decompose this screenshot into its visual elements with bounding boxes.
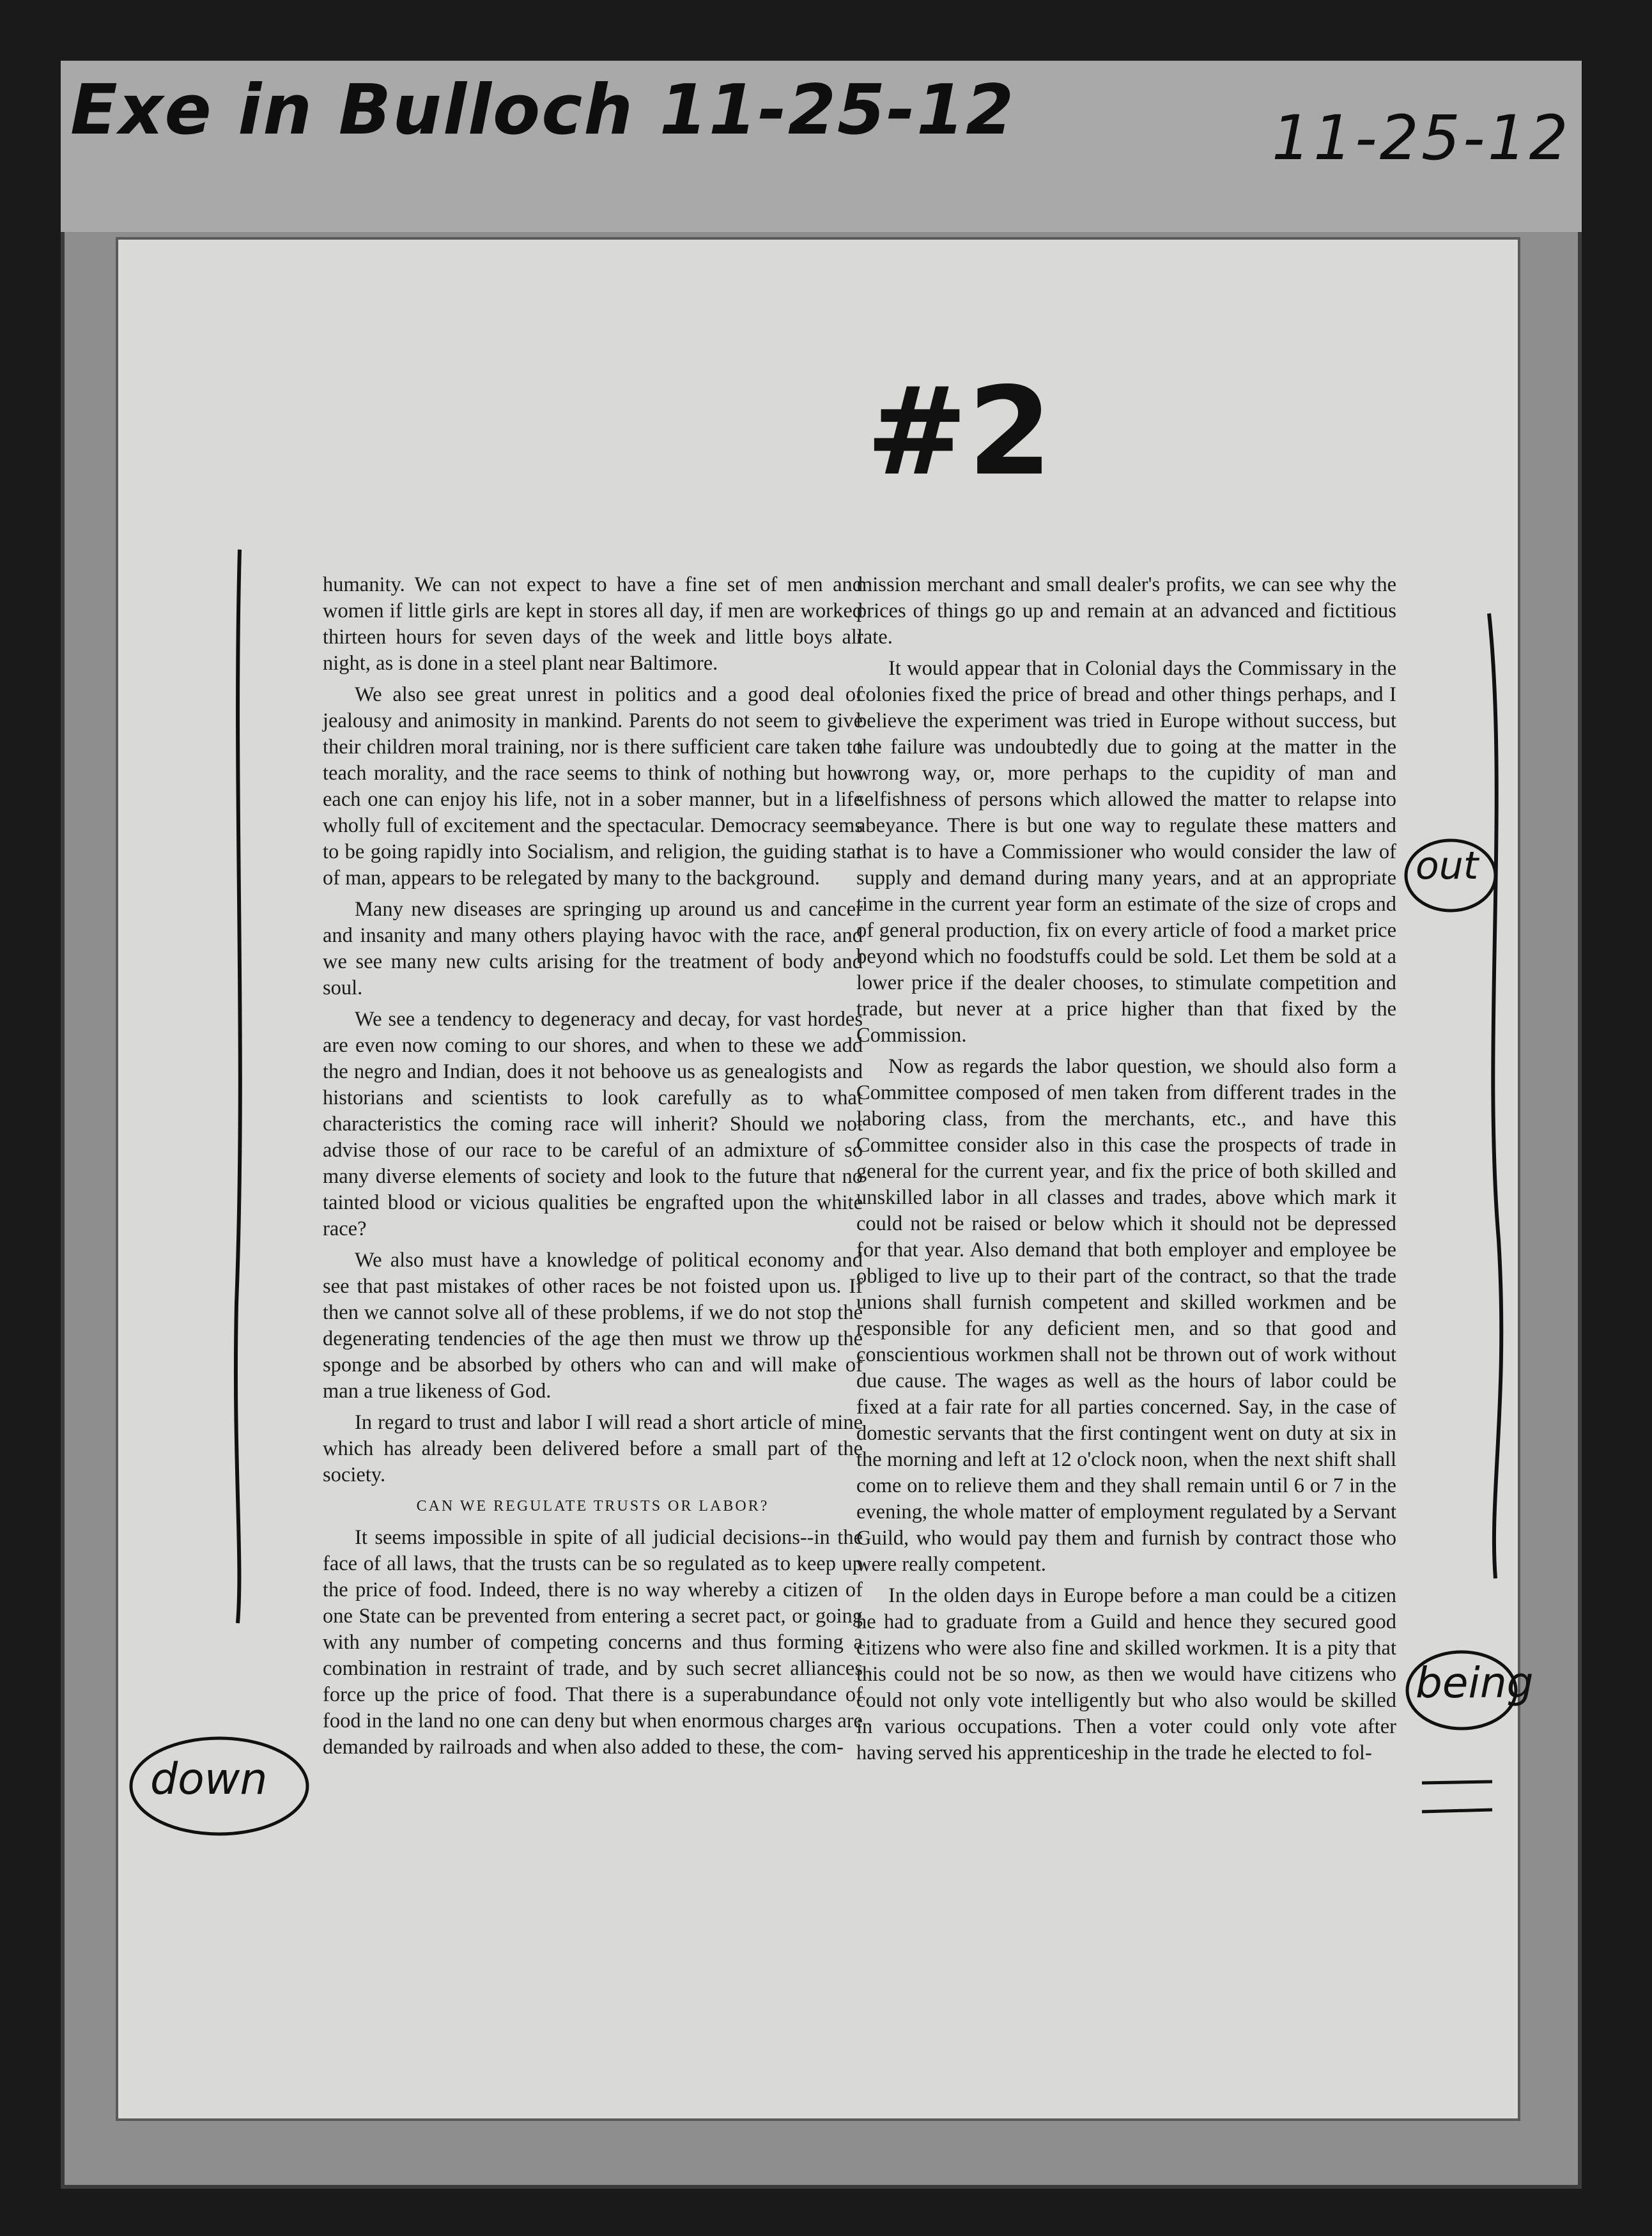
paragraph: Many new diseases are springing up around us and cancer and insanity and many others playing havoc with the race, and we see many new cults arising for the treatment of body and soul. xyxy=(323,898,863,999)
paragraph: We see a tendency to degeneracy and decay, for vast hordes are even now coming to our shores, and when to these we add the negro and Indian, does it not behoove us as genealogists and historians and scientists to look carefully as to what characteristics the coming race will inherit? Should we not advise those of our race to be careful of an admixture of so many diverse elements of society and look to the future that no tainted blood or vicious qualities be engrafted upon the white race? xyxy=(323,1008,863,1240)
paragraph: It would appear that in Colonial days the Commissary in the colonies fixed the price of bread and other things perhaps, and I believe the experiment was tried in Europe without success, but the failure was undoubtedly due to going at the matter in the wrong way, or, more perhaps to the cupidity of man and selfishness of persons which allowed the matter to relapse into abeyance. There is but one way to regulate these matters and that is to have a Commissioner who would consider the law of supply and demand during many years, and at an appropriate time in the current year form an estimate of the size of crops and of general production, fix on every article of food a market price beyond which no foodstuffs could be sold. Let them be sold at a lower price if the dealer chooses, to stimulate competition and trade, but never at a price higher than that fixed by the Commission. xyxy=(856,657,1396,1047)
paragraph: humanity. We can not expect to have a fine set of men and women if little girls are kept in stores all day, if men are worked thirteen hours for seven days of the week and little boys all night, as is done in a steel plant near Baltimore. xyxy=(323,573,863,675)
paragraph: In regard to trust and labor I will read a short article of mine which has already been delivered before a small part of the society. xyxy=(323,1411,863,1486)
margin-note-down: down xyxy=(150,1754,268,1805)
page-number-mark: #2 xyxy=(866,361,1053,502)
paragraph: It seems impossible in spite of all judicial decisions--in the face of all laws, that the trusts can be so regulated as to keep up the price of food. Indeed, there is no way whereby a citizen of one State can be prevented from entering a secret pact, or going with any number of competing concerns and thus forming a combination in restraint of trade, and by such secret alliances force up the price of food. That there is a superabundance of food in the land no one can deny but when enormous charges are demanded by railroads and when also added to these, the com- xyxy=(323,1526,863,1759)
left-margin-bracket xyxy=(211,537,268,1636)
right-text-column xyxy=(856,572,1396,1771)
left-text-column xyxy=(323,572,863,1766)
paragraph: In the olden days in Europe before a man could be a citizen he had to graduate from a Guild and hence they secured good citizens who were also fine and skilled workmen. It is a pity that this could not be so now, as then we would have citizens who could not only vote intelligently but who also would be skilled in various occupations. Then a voter could only vote after having served his apprenticeship in the trade he elected to fol- xyxy=(856,1584,1396,1764)
paragraph: Now as regards the labor question, we should also form a Committee composed of men taken from different trades in the laboring class, from the merchants, etc., and have this Committee consider also in this case the prospects of trade in general for the current year, and fix the price of both skilled and unskilled labor in all classes and trades, above which mark it could not be raised or below which it should not be depressed for that year. Also demand that both employer and employee be obliged to live up to their part of the contract, so that the trade unions shall furnish competent and skilled workmen and be responsible for any deficient men, and so that good and conscientious workmen shall not be thrown out of work without due cause. The wages as well as the hours of labor could be fixed at a fair rate for all parties concerned. Say, in the case of domestic servants that the first contingent went on duty at six in the morning and left at 12 o'clock noon, when the next shift shall come on to relieve them and they shall remain until 6 or 7 in the evening, the whole matter of employment regulated by a Servant Guild, who would pay them and furnish by contract those who were really competent. xyxy=(856,1055,1396,1576)
handwritten-caption: Exe in Bulloch 11-25-12 xyxy=(70,70,1015,150)
margin-note-out: out xyxy=(1416,844,1479,888)
handwritten-date: 11-25-12 xyxy=(1272,102,1571,174)
equals-mark xyxy=(1416,1770,1499,1828)
margin-note-being: being xyxy=(1416,1658,1534,1708)
paragraph: We also must have a knowledge of political economy and see that past mistakes of other races be not foisted upon us. If then we cannot solve all of these problems, if we do not stop the degenerating tendencies of the age then must we throw up the sponge and be absorbed by others who can and will make of man a true likeness of God. xyxy=(323,1249,863,1403)
right-margin-bracket xyxy=(1463,601,1521,1591)
paragraph: mission merchant and small dealer's profits, we can see why the prices of things go up and remain at an advanced and fictitious rate. xyxy=(856,573,1396,649)
paragraph: We also see great unrest in politics and a good deal of jealousy and animosity in mankind. Parents do not seem to give their children moral training, nor is there sufficient care taken to teach morality, and the race seems to think of nothing but how each one can enjoy his life, not in a sober manner, but in a life wholly full of excitement and the spectacular. Democracy seems to be going rapidly into Socialism, and religion, the guiding star of man, appears to be relegated by many to the background. xyxy=(323,683,863,890)
section-heading: CAN WE REGULATE TRUSTS OR LABOR? xyxy=(416,1498,769,1515)
